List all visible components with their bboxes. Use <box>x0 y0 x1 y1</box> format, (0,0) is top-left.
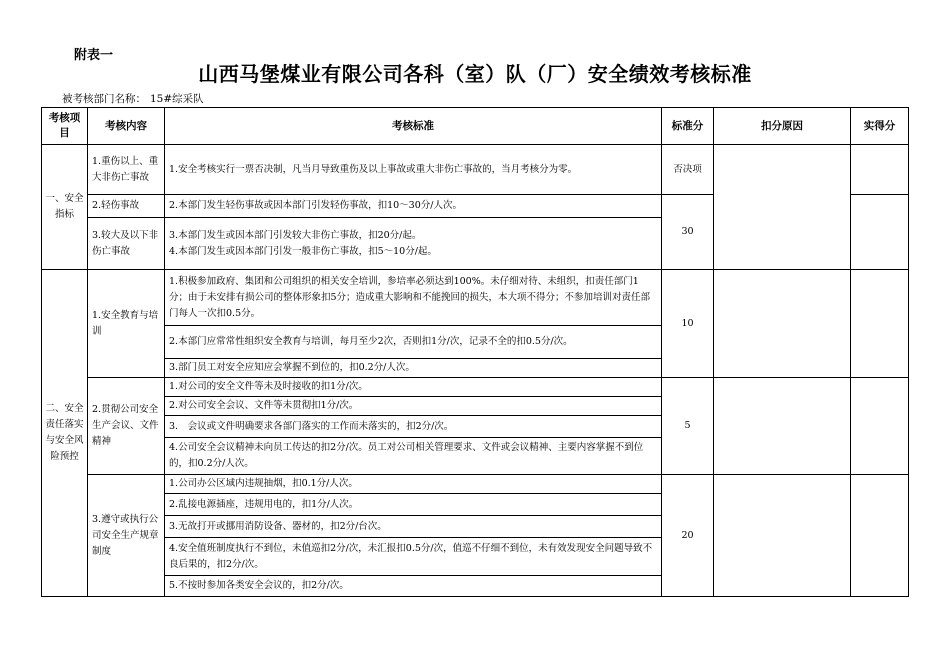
section1-actual-cell-1[interactable] <box>851 145 909 195</box>
assessment-table <box>41 107 909 597</box>
section1-score-1: 否决项 <box>662 145 714 195</box>
section2-actual-cell-3[interactable] <box>851 475 909 597</box>
section2-g2-standard-1: 1.对公司的安全文件等未及时接收的扣1分/次。 <box>165 378 662 397</box>
section1-item: 一、安全指标 <box>42 145 88 270</box>
appendix-label: 附表一 <box>74 48 114 63</box>
header-actual-score: 实得分 <box>851 108 909 145</box>
section2-content-2: 2.贯彻公司安全生产会议、文件精神 <box>88 378 165 475</box>
section2-g2-standard-4: 4.公司安全会议精神未向员工传达的扣2分/次。员工对公司相关管理要求、文件或会议精神、主要内容掌握不到位的，扣0.2分/人次。 <box>165 438 662 475</box>
section2-g2-standard-3: 3. 会议或文件明确要求各部门落实的工作而未落实的，扣2分/次。 <box>165 416 662 438</box>
section2-score-3: 20 <box>662 475 714 597</box>
section2-g3-standard-5: 5.不按时参加各类安全会议的，扣2分/次。 <box>165 576 662 597</box>
header-deduction-reason: 扣分原因 <box>714 108 851 145</box>
header-score: 标准分 <box>662 108 714 145</box>
section1-standard-4: 4.本部门发生或因本部门引发一般非伤亡事故，扣5～10分/起。 <box>165 244 662 270</box>
section2-g2-standard-2: 2.对公司安全会议、文件等未贯彻扣1分/次。 <box>165 397 662 416</box>
table-row <box>42 378 909 397</box>
section2-g3-standard-2: 2.乱接电源插座，违规用电的，扣1分/人次。 <box>165 494 662 516</box>
table-row <box>42 475 909 494</box>
section2-deduction-cell-1[interactable] <box>714 270 851 378</box>
department-label: 被考核部门名称： <box>62 93 146 105</box>
section2-g3-standard-3: 3.无故打开或挪用消防设备、器材的，扣2分/台次。 <box>165 516 662 538</box>
section1-deduction-cell[interactable] <box>714 145 851 270</box>
table-row <box>42 270 909 326</box>
section1-standard-1: 1.安全考核实行一票否决制，凡当月导致重伤及以上事故或重大非伤亡事故的，当月考核分为零。 <box>165 145 662 195</box>
section2-g1-standard-1: 1.积极参加政府、集团和公司组织的相关安全培训，参培率必须达到100%。未仔细对待、未组织，扣责任部门1分；由于未安排有损公司的整体形象扣5分；造成重大影响和不能挽回的损失，本大项不得分；不参加培训对责任部门每人一次扣0.5分。 <box>165 270 662 326</box>
section2-deduction-cell-2[interactable] <box>714 378 851 475</box>
table-row <box>42 145 909 195</box>
section2-deduction-cell-3[interactable] <box>714 475 851 597</box>
section2-score-2: 5 <box>662 378 714 475</box>
section1-actual-cell-2[interactable] <box>851 195 909 270</box>
section1-content-3: 3.较大及以下非伤亡事故 <box>88 218 165 270</box>
department-line <box>62 91 208 106</box>
section2-actual-cell-2[interactable] <box>851 378 909 475</box>
section2-content-3: 3.遵守或执行公司安全生产规章制度 <box>88 475 165 597</box>
section2-g1-standard-2: 2.本部门应常常性组织安全教育与培训，每月至少2次，否则扣1分/次，记录不全的扣0.5分/次。 <box>165 326 662 359</box>
section2-score-1: 10 <box>662 270 714 378</box>
section1-score-2: 30 <box>662 195 714 270</box>
section2-content-1: 1.安全教育与培训 <box>88 270 165 378</box>
section2-item: 二、安全责任落实与安全风险预控 <box>42 270 88 597</box>
section1-content-1: 1.重伤以上、重大非伤亡事故 <box>88 145 165 195</box>
header-item: 考核项目 <box>42 108 88 145</box>
header-standard: 考核标准 <box>165 108 662 145</box>
table-header-row <box>42 108 909 145</box>
department-value: 15#综采队 <box>150 93 204 105</box>
section2-actual-cell-1[interactable] <box>851 270 909 378</box>
section1-content-2: 2.轻伤事故 <box>88 195 165 218</box>
section2-g3-standard-1: 1.公司办公区域内违规抽烟，扣0.1分/人次。 <box>165 475 662 494</box>
document-title: 山西马堡煤业有限公司各科（室）队（厂）安全绩效考核标准 <box>198 62 752 86</box>
section2-g3-standard-4: 4.安全值班制度执行不到位，未值巡扣2分/次，未汇报扣0.5分/次，值巡不仔细不到位，未有效发现安全问题导致不良后果的，扣2分/次。 <box>165 538 662 576</box>
section1-standard-2: 2.本部门发生轻伤事故或因本部门引发轻伤事故，扣10～30分/人次。 <box>165 195 662 218</box>
section1-standard-3: 3.本部门发生或因本部门引发较大非伤亡事故，扣20分/起。 <box>165 218 662 244</box>
header-content: 考核内容 <box>88 108 165 145</box>
section2-g1-standard-3: 3.部门员工对安全应知应会掌握不到位的，扣0.2分/人次。 <box>165 359 662 378</box>
